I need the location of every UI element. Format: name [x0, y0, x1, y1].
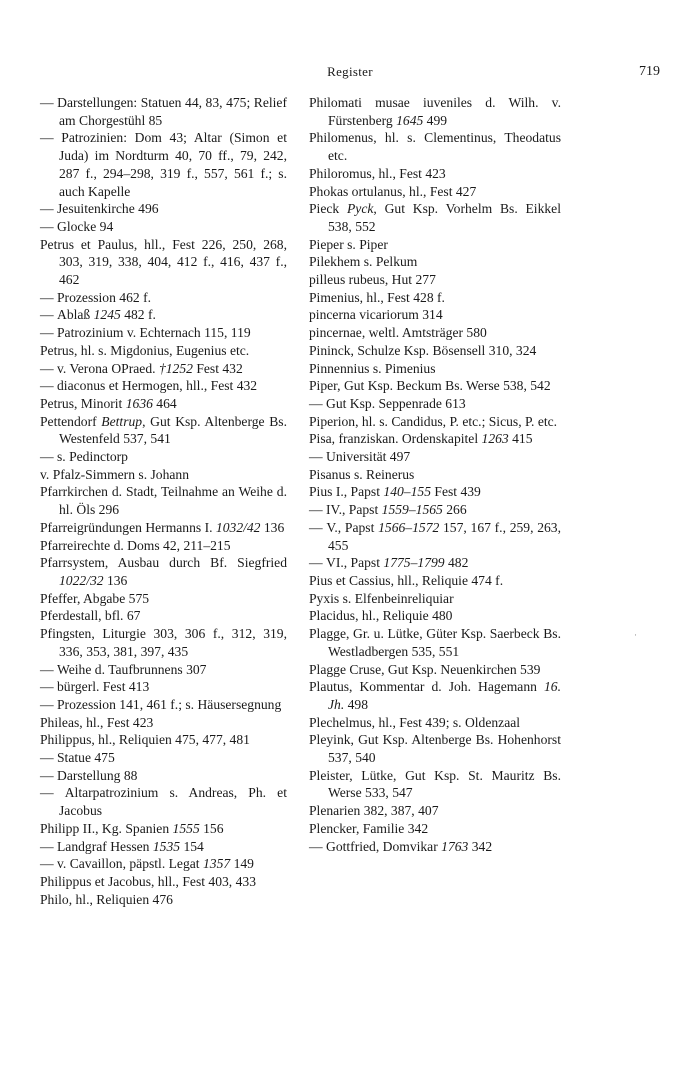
index-entry: Pimenius, hl., Fest 428 f.	[309, 289, 445, 305]
index-subentry: — Weihe d. Taufbrunnens 307	[40, 661, 287, 679]
index-entry: Pfarreirechte d. Doms 42, 211–215	[40, 537, 231, 553]
index-entry: Pisanus s. Reinerus	[309, 466, 415, 482]
index-subentry: — bürgerl. Fest 413	[40, 678, 287, 696]
index-entry: Placidus, hl., Reliquie 480	[309, 608, 453, 624]
index-entry: Plagge Cruse, Gut Ksp. Neuenkirchen 539	[309, 661, 541, 677]
index-subentry: — Patrozinium v. Echternach 115, 119	[40, 324, 287, 342]
index-subentry: — Universität 497	[309, 448, 561, 466]
index-entry: Pfarreigründungen Hermanns I. 1032/42 136	[40, 519, 285, 535]
index-entry: Philo, hl., Reliquien 476	[40, 891, 173, 907]
index-subentry: — v. Verona OPraed. †1252 Fest 432	[40, 360, 287, 378]
index-subentry: — Glocke 94	[40, 218, 287, 236]
index-entry: Piperion, hl. s. Candidus, P. etc.; Sicus, P. etc.	[309, 413, 558, 429]
index-subentry: — Patrozinien: Dom 43; Altar (Simon et Juda) im Nordturm 40, 70 ff., 79, 242, 287 f., 294–298, 319 f., 557, 561 f.; s. auch Kapelle	[40, 129, 287, 200]
index-entry: Phokas ortulanus, hl., Fest 427	[309, 183, 477, 199]
index-subentry: — Statue 475	[40, 749, 287, 767]
index-subentry: — Prozession 141, 461 f.; s. Häusersegnung	[40, 696, 287, 714]
index-entry: Pieper s. Piper	[309, 236, 388, 252]
index-entry: Pisa, franziskan. Ordenskapitel 1263 415	[309, 431, 533, 447]
index-entry: Philomati musae iuveniles d. Wilh. v. Fürstenberg 1645 499	[309, 95, 561, 128]
index-subentry: — v. Cavaillon, päpstl. Legat 1357 149	[40, 855, 287, 873]
index-subentry: — Darstellungen: Statuen 44, 83, 475; Relief am Chorgestühl 85	[40, 94, 287, 129]
index-entry: Pius I., Papst 140–155 Fest 439	[309, 484, 481, 500]
index-entry: Pyxis s. Elfenbeinreliquiar	[309, 590, 454, 606]
index-entry: Philippus, hl., Reliquien 475, 477, 481	[40, 732, 250, 748]
index-entry: Pius et Cassius, hll., Reliquie 474 f.	[309, 572, 504, 588]
index-entry: Pfarrkirchen d. Stadt, Teilnahme an Weihe d. hl. Öls 296	[40, 484, 287, 518]
index-entry: Plechelmus, hl., Fest 439; s. Oldenzaal	[309, 714, 521, 730]
index-subentry: — Darstellung 88	[40, 767, 287, 785]
index-entry: Pfingsten, Liturgie 303, 306 f., 312, 319, 336, 353, 381, 397, 435	[40, 626, 287, 659]
index-subentry: — Altarpatrozinium s. Andreas, Ph. et Jacobus	[40, 784, 287, 819]
stray-mark: ·	[634, 630, 637, 640]
index-subentry: — Gottfried, Domvikar 1763 342	[309, 838, 561, 856]
page-number: 719	[639, 64, 660, 79]
running-head-title: Register	[327, 64, 373, 79]
index-entry: Philippus et Jacobus, hll., Fest 403, 433	[40, 873, 256, 889]
index-entry: v. Pfalz-Simmern s. Johann	[40, 466, 190, 482]
index-entry: Philomenus, hl. s. Clementinus, Theodatus etc.	[309, 130, 561, 164]
index-entry: Petrus et Paulus, hll., Fest 226, 250, 268, 303, 319, 338, 404, 412 f., 416, 437 f., 462	[40, 236, 287, 288]
index-entry: Pinnennius s. Pimenius	[309, 360, 436, 376]
index-subentry: — s. Pedinctorp	[40, 448, 287, 466]
index-column-right	[309, 94, 561, 855]
index-subentry: — Gut Ksp. Seppenrade 613	[309, 395, 561, 413]
index-subentry: — IV., Papst 1559–1565 266	[309, 501, 561, 519]
index-subentry: — V., Papst 1566–1572 157, 167 f., 259, 263, 455	[309, 519, 561, 554]
index-subentry: — Ablaß 1245 482 f.	[40, 306, 287, 324]
index-entry: Pieck Pyck, Gut Ksp. Vorhelm Bs. Eikkel 538, 552	[309, 201, 561, 234]
index-subentry: — Prozession 462 f.	[40, 289, 287, 307]
index-entry: Philipp II., Kg. Spanien 1555 156	[40, 820, 224, 836]
index-column-left	[40, 94, 287, 908]
index-entry: Pleister, Lütke, Gut Ksp. St. Mauritz Bs. Werse 533, 547	[309, 767, 561, 801]
index-subentry: — Landgraf Hessen 1535 154	[40, 838, 287, 856]
index-entry: pilleus rubeus, Hut 277	[309, 272, 436, 288]
index-entry: Plenarien 382, 387, 407	[309, 803, 439, 819]
index-entry: Pettendorf Bettrup, Gut Ksp. Altenberge Bs. Westenfeld 537, 541	[40, 413, 287, 447]
index-subentry: — Jesuitenkirche 496	[40, 200, 287, 218]
index-entry: Pferdestall, bfl. 67	[40, 608, 141, 624]
index-entry: Phileas, hl., Fest 423	[40, 714, 154, 730]
index-entry: Petrus, Minorit 1636 464	[40, 395, 177, 411]
index-subentry: — diaconus et Hermogen, hll., Fest 432	[40, 377, 287, 395]
index-entry: Pfarrsystem, Ausbau durch Bf. Siegfried 1022/32 136	[40, 555, 287, 588]
index-entry: Pleyink, Gut Ksp. Altenberge Bs. Hohenhorst 537, 540	[309, 732, 561, 766]
index-entry: Plagge, Gr. u. Lütke, Güter Ksp. Saerbeck Bs. Westladbergen 535, 551	[309, 626, 561, 659]
page-header	[40, 64, 660, 84]
index-entry: Philoromus, hl., Fest 423	[309, 165, 446, 181]
index-entry: Pininck, Schulze Ksp. Bösensell 310, 324	[309, 342, 537, 358]
index-entry: Plautus, Kommentar d. Joh. Hagemann 16. Jh. 498	[309, 679, 561, 712]
index-entry: pincernae, weltl. Amtsträger 580	[309, 325, 487, 341]
index-entry: pincerna vicariorum 314	[309, 307, 443, 323]
index-entry: Pfeffer, Abgabe 575	[40, 590, 150, 606]
index-entry: Petrus, hl. s. Migdonius, Eugenius etc.	[40, 342, 250, 358]
index-entry: Piper, Gut Ksp. Beckum Bs. Werse 538, 542	[309, 378, 551, 394]
index-entry: Pilekhem s. Pelkum	[309, 254, 418, 270]
index-subentry: — VI., Papst 1775–1799 482	[309, 554, 561, 572]
index-entry: Plencker, Familie 342	[309, 820, 429, 836]
